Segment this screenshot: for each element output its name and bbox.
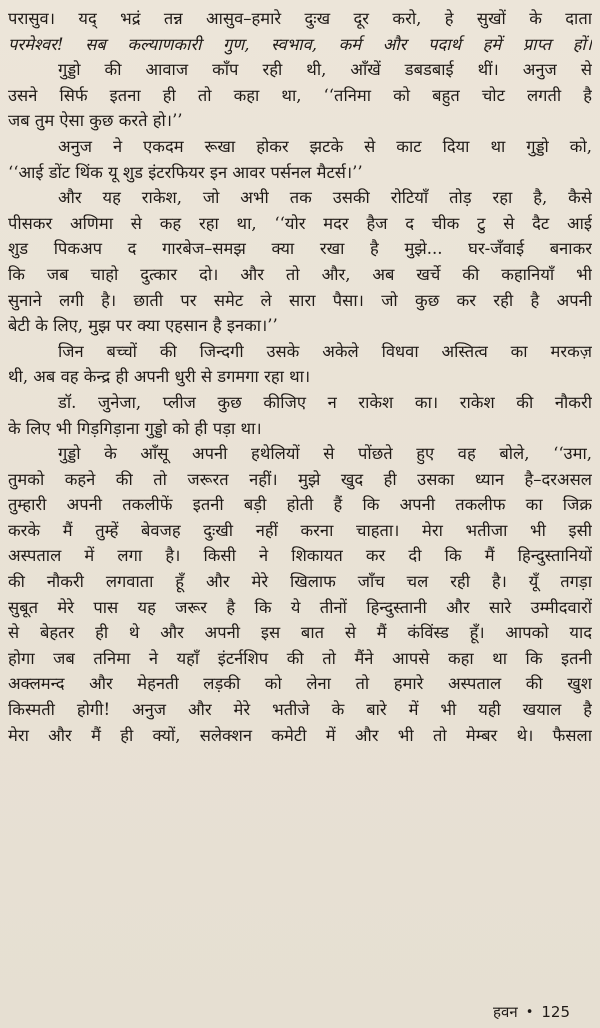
text-line: गुड्डो की आवाज काँप रही थी, आँखें डबडबाई थीं। अनुज से [58,60,592,80]
page-number: 125 [541,1003,570,1021]
text-line: थी, अब वह केन्द्र ही अपनी धुरी से डगमगा रहा था। [8,367,311,387]
running-title: हवन [493,1003,518,1021]
text-line: शुड पिकअप द गारबेज–समझ क्या रखा है मुझे... घर-जँवाई बनाकर [8,239,592,259]
text-line: होगा जब तनिमा ने यहाँ इंटर्नशिप की तो मैंने आपसे कहा था कि इतनी [8,648,592,668]
text-line: सुबूत मेरे पास यह जरूर है कि ये तीनों हिन्दुस्तानी और सारे उम्मीदवारों [8,597,592,617]
text-line: सुनाने लगी है। छाती पर समेट ले सारा पैसा। जो कुछ कर रही है अपनी [8,290,592,310]
text-line: अक्लमन्द और मेहनती लड़की को लेना तो हमारे अस्पताल की खुश [8,674,592,694]
text-line: जिन बच्चों की जिन्दगी उसके अकेले विधवा अस्तित्व का मरकज़ [58,341,592,361]
text-line: अस्पताल में लगा है। किसी ने शिकायत कर दी कि मैं हिन्दुस्तानियों [8,546,592,566]
text-line: कि जब चाहो दुत्कार दो। और तो और, अब खर्चे की कहानियाँ भी [8,264,592,284]
text-line: मेरा और मैं ही क्यों, सलेक्शन कमेटी में और भी तो मेम्बर थे। फैसला [8,725,592,745]
text-line: के लिए भी गिड़गिड़ाना गुड्डो को ही पड़ा था। [8,418,262,438]
text-line: बेटी के लिए, मुझ पर क्या एहसान है इनका।’’ [8,316,278,336]
text-line: से बेहतर ही थे और अपनी इस बात से मैं कंविंस्ड हूँ। आपको याद [8,623,592,643]
text-line: तुमको कहने की तो जरूरत नहीं। मुझे खुद ही उसका ध्यान है–दरअसल [8,469,592,489]
text-line: तुम्हारी अपनी तकलीफें इतनी बड़ी होती हैं कि अपनी तकलीफ का जिक्र [8,495,592,515]
text-line: की नौकरी लगवाता हूँ और मेरे खिलाफ जाँच चल रही है। यूँ तगड़ा [8,572,592,592]
text-line: परासुव। यद् भद्रं तन्न आसुव–हमारे दुःख दूर करो, हे सुखों के दाता [8,9,592,28]
text-line: और यह राकेश, जो अभी तक उसकी रोटियाँ तोड़ रहा है, कैसे [58,188,592,208]
text-line: अनुज ने एकदम रूखा होकर झटके से काट दिया था गुड्डो को, [58,136,592,156]
page-footer [493,1002,570,1022]
text-line: किस्मती होगी! अनुज और मेरे भतीजे के बारे में भी यही खयाल है [8,700,592,720]
text-line: उसने सिर्फ इतना ही तो कहा था, ‘‘तनिमा को बहुत चोट लगती है [8,85,592,105]
text-line: परमेश्वर! सब कल्याणकारी गुण, स्वभाव, कर्म और पदार्थ हमें प्राप्त हों। [8,34,592,54]
text-line: डॉ. जुनेजा, प्लीज कुछ कीजिए न राकेश का। राकेश की नौकरी [58,392,592,412]
body-text [8,6,592,748]
text-line: करके मैं तुम्हें बेवजह दुःखी नहीं करना चाहता। मेरा भतीजा भी इसी [8,520,592,540]
footer-separator: • [525,1004,534,1020]
text-line: जब तुम ऐसा कुछ करते हो।’’ [8,111,183,131]
text-line: गुड्डो के आँसू अपनी हथेलियों से पोंछते हुए वह बोले, ‘‘उमा, [58,444,592,464]
text-line: पीसकर अणिमा से कह रहा था, ‘‘योर मदर हैज द चीक टु से दैट आई [8,213,592,233]
text-line: ‘‘आई डोंट थिंक यू शुड इंटरफियर इन आवर पर्सनल मैटर्स।’’ [8,162,363,182]
